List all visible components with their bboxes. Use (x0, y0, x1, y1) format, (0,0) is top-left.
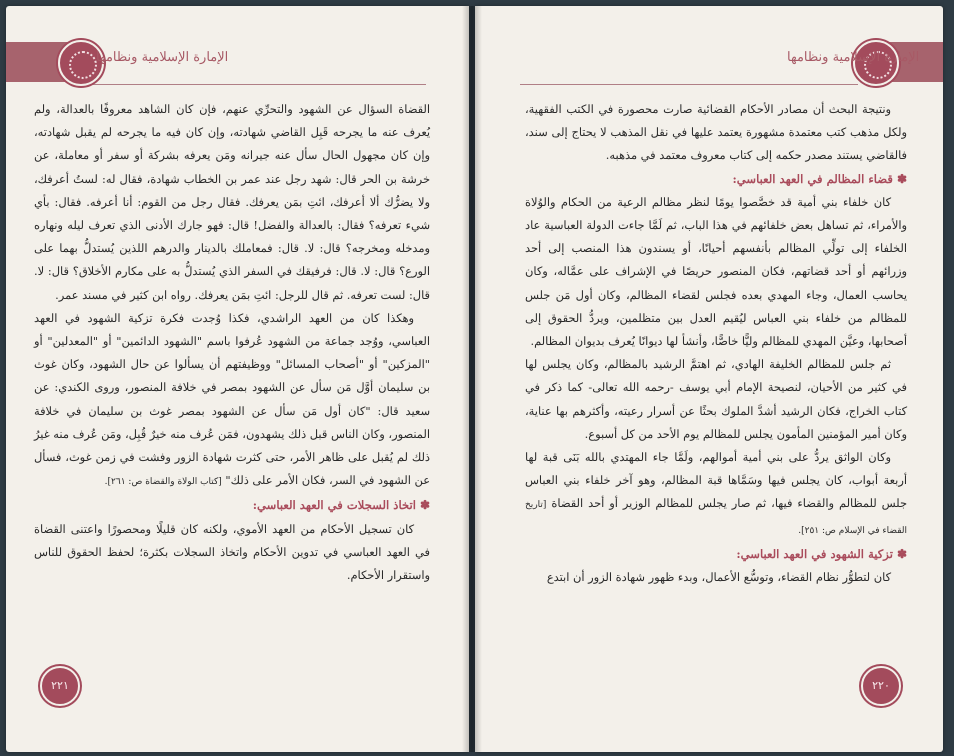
flower-bullet-icon: ✽ (419, 498, 430, 513)
book-spine-shadow (462, 6, 482, 752)
left-page-text (34, 98, 430, 587)
paragraph: ونتيجة البحث أن مصادر الأحكام القضائية صارت محصورة في الكتب الفقهية، ولكل مذهب كتب معتمدة مشهورة يعتمد عليها في نقل المذهب لا يحتاج إلى سند، فالقاضي يستند مصدر حكمه إلى كتاب معروف معتمد في مذهبه. (525, 102, 907, 163)
header-rule (86, 84, 426, 85)
left-page (6, 6, 469, 752)
header-rule (520, 84, 858, 85)
citation: [تاريخ القضاء في الإسلام ص: ٢٥١]. (525, 500, 907, 536)
running-header-title: الإمارة الإسلامية ونظامها (787, 50, 920, 65)
paragraph: ثم جلس للمظالم الخليفة الهادي، ثم اهتمَّ الرشيد بالمظالم، وكان يجلس لها في كثير من الأحيان، لنصيحة الإمام أبي يوسف -رحمه الله تعالى- كما ذكر في كتاب الخراج، فكان الرشيد أشدَّ الملوك بحثًا عن أسرار رعيته، وأكثرهم بها عناية، وكان أمير المؤمنين المأمون يجلس للمظالم يوم الأحد من كل أسبوع. (525, 357, 907, 441)
page-number: ٢٢١ (40, 666, 80, 706)
paragraph: وكان الواثق يردُّ على بني أمية أموالهم، ولَمَّا جاء المهتدي بالله بَنَى قبة لها أربعة أبواب، كان يجلس فيها وسَمَّاها قبة المظالم، وهو آخر خلفاء بني العباس جلس للمظالم والقضاء فيها، ثم صار يجلس للمظالم الوزير أو أحد القضاة [تاريخ القضاء في الإسلام ص: ٢٥١]. (525, 450, 907, 536)
section-heading: ✽تزكية الشهود في العهد العباسي: (736, 546, 907, 561)
section-heading: ✽قضاء المظالم في العهد العباسي: (732, 171, 907, 186)
paragraph: كان لتطوُّر نظام القضاء، وتوسُّع الأعمال، وبدء ظهور شهادة الزور أن ابتدع (546, 570, 891, 585)
paragraph: كان خلفاء بني أمية قد خصَّصوا يومًا لنظر مظالم الرعية من الحكام والوُلاة والأمراء، ثم تساهل بعض خلفائهم في هذا الباب، ثم لَمَّا جاءت الدولة العباسية عاد الخلفاء إلى تولِّي المظالم بأنفسهم أحيانًا، أو يسندون هذا المنصب إلى أحد وزرائهم أو أحد قضاتهم، فكان المنصور حريصًا في الإشراف على عمَّاله، وكان يحاسب العمال، وجاء المهدي بعده فجلس لقضاء المظالم، وكان أول مَن جلس للمظالم من خلفاء بني العباس ليُقيم العدل بين متظلمين، ويردُّ الحقوق إلى أصحابها، وعيَّن المهدي للمظالم وليًّا خاصًّا، وأنشأ لها ديوانًا يُعرف بديوان المظالم. (525, 194, 907, 349)
right-page (475, 6, 943, 752)
section-heading: ✽اتخاذ السجلات في العهد العباسي: (252, 498, 430, 513)
flower-bullet-icon: ✽ (896, 546, 907, 561)
paragraph: وهكذا كان من العهد الراشدي، فكذا وُجدت فكرة تزكية الشهود في العهد العباسي، ووُجد جماعة من الشهود عُرفوا باسم "الشهود الدائمين" أو "المعدلين" أو "المزكين" أو "أصحاب المسائل" ووظيفتهم أن يسألوا عن حال الشهود، وكان غوث بن سليمان أوَّل مَن سأل عن الشهود بمصر في خلافة المنصور، وروى الكندي: عن سعيد قال: "كان أول مَن سأل عن الشهود بمصر غوث بن سليمان في خلافة المنصور، وكان الناس قبل ذلك يشهدون، فمَن عُرف منه خيرٌ قُبِل، ومَن عُرف منه غيرُ ذلك لم يُقبل على ظاهر الأمر، حتى كثرت شهادة الزور وفشت في زمن غوث، فسأل عن الشهود في السر، فكان الأمر على ذلك" [كتاب الولاة والقضاة ص: ٢٦١]. (34, 310, 430, 488)
page-number: ٢٢٠ (861, 666, 901, 706)
flower-bullet-icon: ✽ (896, 171, 907, 186)
right-page-text (525, 98, 907, 589)
running-header-title: الإمارة الإسلامية ونظامها (96, 50, 229, 65)
citation: [كتاب الولاة والقضاة ص: ٢٦١]. (104, 477, 222, 488)
paragraph: القضاة السؤال عن الشهود والتحرِّي عنهم، فإن كان الشاهد معروفًا بالعدالة، ولم يُعرف عنه ما يجرحه قَبِل القاضي شهادته، وإن كان فيه ما يجرحه لم يقبل شهادته، وإن كان مجهول الحال سأل عنه جيرانه ومَن يعرفه بشركة أو سفر أو معاملة، عن خرشة بن الحر قال: شهد رجل عند عمر بن الخطاب شهادة، فقال له: لستُ أعرفك، ولا يضرُّك ألا أعرفك، ائتِ بمَن يعرفك. فقال رجل من القوم: أنا أعرفه. فقال: بأي شيء تعرفه؟ فقال: بالعدالة والفضل! قال: فهو جارك الأدنى الذي تعرف ليله ونهاره ومدخله ومخرجه؟ قال: لا. قال: فمعاملك بالدينار والدرهم اللذين يُستدلُّ بهما على الورع؟ قال: لا. قال: فرفيقك في السفر الذي يُستدلُّ به على مكارم الأخلاق؟ قال: لا. قال: لست تعرفه. ثم قال للرجل: ائتِ بمَن يعرفك. رواه ابن كثير في مسند عمر. (34, 102, 430, 302)
paragraph: كان تسجيل الأحكام من العهد الأموي، ولكنه كان قليلًا ومحصورًا واعتنى القضاة في العهد العباسي في تدوين الأحكام واتخاذ السجلات بكثرة؛ لحفظ الحقوق للناس واستقرار الأحكام. (34, 521, 430, 583)
